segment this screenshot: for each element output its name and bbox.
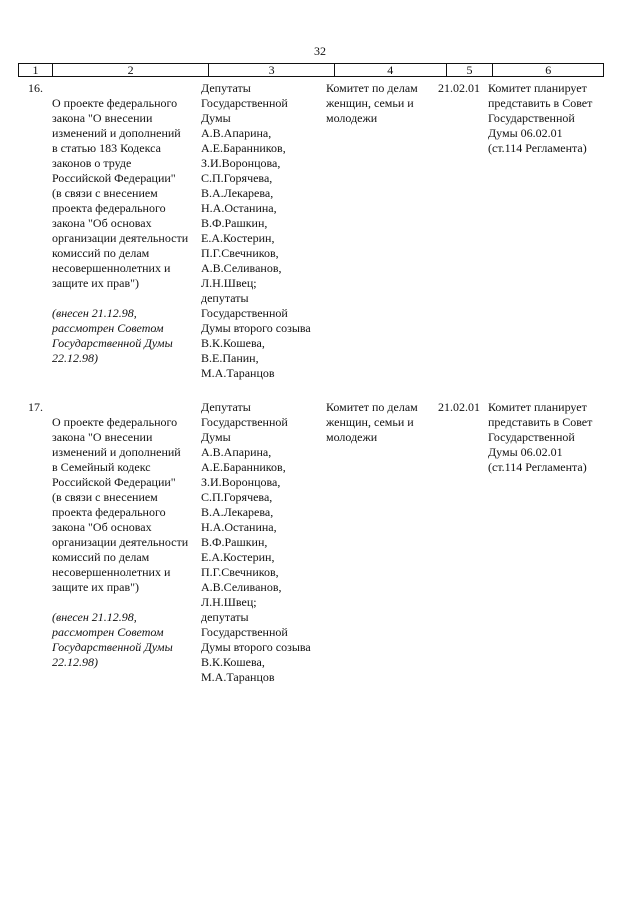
column-header-2: 2 [53, 64, 209, 76]
row-number: 16. [28, 81, 43, 95]
committee-cell: Комитет по делам женщин, семьи и молодежи [326, 400, 418, 444]
authors-cell: Депутаты Государственной Думы А.В.Апарина, А.Е.Баранников, З.И.Воронцова, С.П.Горячева, В.А.Лекарева, Н.А.Останина, В.Ф.Рашкин, Е.А.Костерин, П.Г.Свечников, А.В.Селиванов, Л.Н.Швец; депутаты Государственной Думы второго созыва В.К.Кошева, В.Е.Панин, М.А.Таранцов [201, 81, 311, 380]
table-header-row [18, 63, 604, 77]
page-number: 32 [314, 44, 326, 58]
plan-cell: Комитет планирует представить в Совет Государственной Думы 06.02.01 (ст.114 Регламента) [488, 400, 593, 474]
committee-cell: Комитет по делам женщин, семьи и молодежи [326, 81, 418, 125]
row-number: 17. [28, 400, 43, 414]
bill-note: (внесен 21.12.98, рассмотрен Советом Государственной Думы 22.12.98) [52, 610, 173, 669]
bill-title: О проекте федерального закона "О внесении изменений и дополнений в статью 183 Кодекса законов о труде Российской Федерации" (в связи с внесением проекта федерального закона "Об основах организации деятельности комиссий по делам несовершеннолетних и защите их прав") [52, 96, 189, 290]
bill-note: (внесен 21.12.98, рассмотрен Советом Государственной Думы 22.12.98) [52, 306, 173, 365]
column-header-5: 5 [447, 64, 494, 76]
plan-cell: Комитет планирует представить в Совет Государственной Думы 06.02.01 (ст.114 Регламента) [488, 81, 593, 155]
date-cell: 21.02.01 [438, 81, 480, 95]
bill-title-cell [52, 400, 202, 685]
date-cell: 21.02.01 [438, 400, 480, 414]
bill-title-cell [52, 81, 202, 381]
column-header-3: 3 [209, 64, 335, 76]
authors-cell: Депутаты Государственной Думы А.В.Апарина, А.Е.Баранников, З.И.Воронцова, С.П.Горячева, В.А.Лекарева, Н.А.Останина, В.Ф.Рашкин, Е.А.Костерин, П.Г.Свечников, А.В.Селиванов, Л.Н.Швец; депутаты Государственной Думы второго созыва В.К.Кошева, М.А.Таранцов [201, 400, 311, 684]
column-header-6: 6 [545, 63, 552, 77]
column-header-4: 4 [335, 64, 447, 76]
column-header-1: 1 [19, 64, 53, 76]
bill-title: О проекте федерального закона "О внесении изменений и дополнений в Семейный кодекс Российской Федерации" (в связи с внесением проекта федерального закона "Об основах организации деятельности комиссий по делам несовершеннолетних и защите их прав") [52, 415, 189, 594]
